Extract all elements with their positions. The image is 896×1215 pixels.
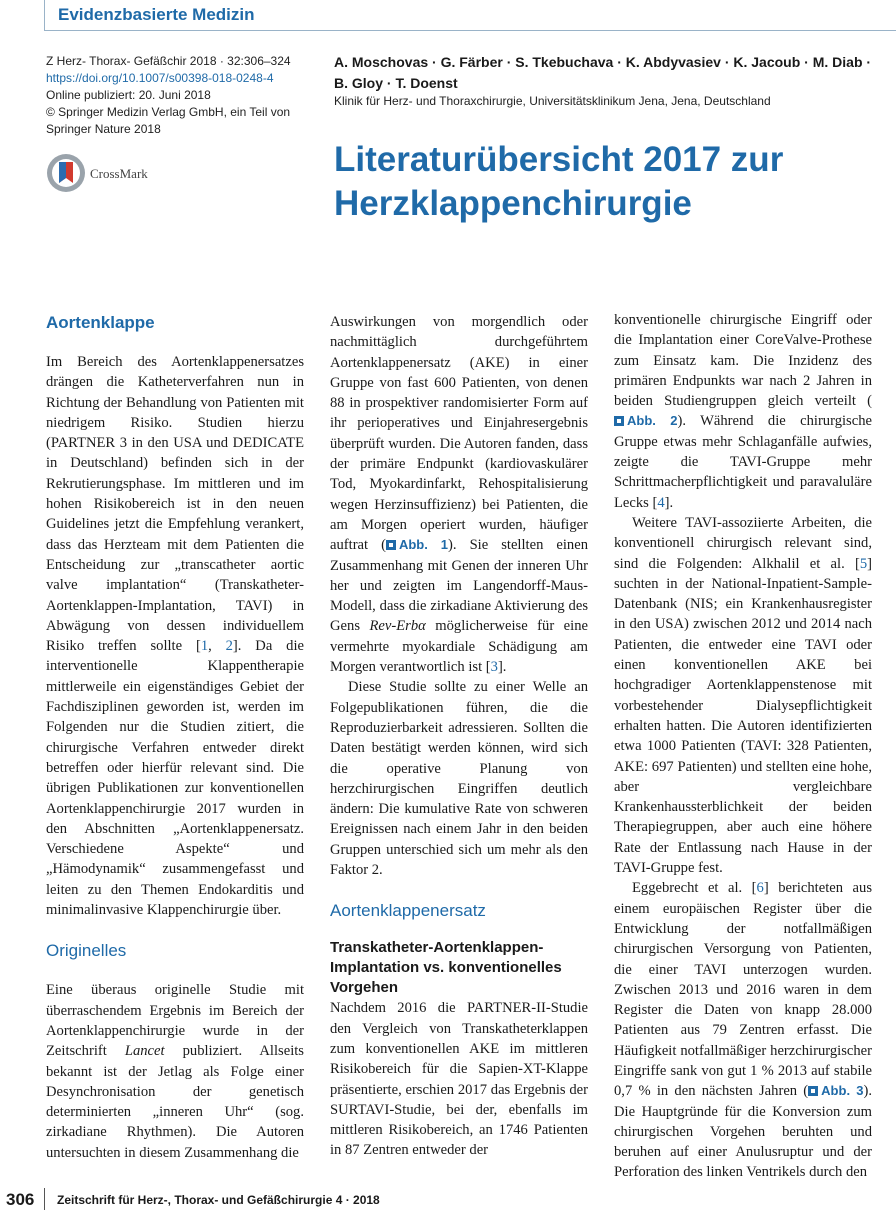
copyright-line-2: Springer Nature 2018 bbox=[46, 122, 161, 136]
text-run: ]. Da die interventionelle Klappentherapie mittlerweile ein eigenständiges Gebiet der Fachdisziplinen geworden ist, werden im Folgenden nur die Studien zitiert, die chirurgische Verfahren entweder direkt betreffen oder hierfür relevant sind. Die übrigen Publikationen zur konventionellen Aortenklappenchirurgie 2017 wurden in den Abschnitten „Aortenklappenersatz. Verschiedene Aspekte“ und „Hämodynamik“ zusammengefasst und leiten zu den Themen Endokarditis und minimalinvasive Klappenchirurgie über. bbox=[46, 638, 304, 919]
text-run: möglicherweise für eine vermehrte myokardiale Schädigung am Morgen verantwortlich ist [ bbox=[330, 618, 588, 676]
citation-ref-3[interactable]: 3 bbox=[490, 659, 498, 676]
journal-name: Lancet bbox=[124, 1043, 165, 1060]
crossmark-label: CrossMark bbox=[90, 166, 148, 181]
citation-ref-6[interactable]: 6 bbox=[756, 880, 764, 897]
author-list: A. Moschovas · G. Färber · S. Tkebuchava · K. Abdyvasiev · K. Jacoub · M. Diab · B. Gloy · T. Doenst bbox=[334, 54, 872, 91]
figure-link-icon bbox=[386, 540, 396, 550]
citation-ref-1[interactable]: 1 bbox=[200, 638, 209, 655]
paragraph bbox=[614, 878, 872, 1182]
affiliation: Klinik für Herz- und Thoraxchirurgie, Universitätsklinikum Jena, Jena, Deutschland bbox=[334, 94, 771, 108]
paragraph bbox=[46, 352, 304, 920]
text-column-3 bbox=[614, 310, 872, 1183]
text-run: ). Die Hauptgründe für die Konversion zum chirurgischen Vorgehen beruhten und beruhen auf einer Anulusruptur und der Perforation des linken Ventrikels durch den bbox=[614, 1083, 872, 1181]
section-label: Evidenzbasierte Medizin bbox=[58, 5, 255, 24]
heading-aortenklappe: Aortenklappe bbox=[46, 313, 155, 332]
text-run: Weitere TAVI-assoziierte Arbeiten, die konventionell chirurgisch relevant sind, sind die Folgenden: Alkhalil et al. [ bbox=[614, 514, 872, 572]
doi-link[interactable]: https://doi.org/10.1007/s00398-018-0248-4 bbox=[46, 71, 274, 85]
section-header bbox=[44, 0, 896, 31]
figure-ref-label: Abb. 1 bbox=[398, 537, 449, 553]
article-meta bbox=[46, 53, 316, 138]
text-run: ] berichteten aus einem europäischen Register über die Entwicklung der notfallmäßigen chirurgischen Versorgung von Patienten, die einer TAVI unterzogen wurden. Zwischen 2013 und 2016 waren in dem Register die Daten von knapp 28.000 Patienten aus 79 Zentren erfasst. Die Häufigkeit notfallmäßiger herzchirurgischer Eingriffe sank von gut 1 % 2013 auf stabile 0,7 % in den nächsten Jahren ( bbox=[614, 880, 872, 1100]
text-run: , bbox=[208, 638, 226, 655]
paragraph bbox=[614, 310, 872, 513]
article-title: Literaturübersicht 2017 zur Herzklappenchirurgie bbox=[334, 140, 784, 223]
citation-ref-4[interactable]: 4 bbox=[657, 494, 665, 511]
text-run: ). Sie stellten einen Zusammenhang mit Genen der inneren Uhr her und zeigten im Langendorff-Maus-Modell, dass die zirkadiane Aktivierung des Gens bbox=[330, 537, 588, 635]
text-column-1 bbox=[46, 312, 304, 1163]
paragraph bbox=[614, 513, 872, 878]
citation-ref-5[interactable]: 5 bbox=[859, 555, 868, 572]
citation: Z Herz- Thorax- Gefäßchir 2018 · 32:306–324 bbox=[46, 54, 291, 68]
page-footer bbox=[0, 1188, 896, 1212]
text-run: ]. bbox=[664, 494, 674, 511]
gene-name: Rev-Erbα bbox=[369, 618, 426, 635]
text-column-2 bbox=[330, 312, 588, 1161]
text-run: Eggebrecht et al. [ bbox=[632, 880, 757, 897]
text-run: Auswirkungen von morgendlich oder nachmittäglich durchgeführtem Aortenklappenersatz (AKE) in einer Gruppe von fast 600 Patienten, von denen 88 in prospektiver randomisierter Form auf ihr perioperatives und Einjahresergebnis überprüft wurden. Die Autoren fanden, dass der primäre Endpunkt (kardiovaskulärer Tod, Myokardinfarkt, Rehospitalisierung wegen Herzinsuffizienz) bei Patienten, die am Morgen operiert wurden, häufiger auftrat ( bbox=[330, 314, 588, 554]
paragraph bbox=[46, 980, 304, 1163]
text-run: ). Während die chirurgische Gruppe etwas mehr Schlaganfälle aufwies, zeigte die TAVI-Gruppe mehr Schrittmacherpflichtigkeit und paravaluläre Lecks [ bbox=[614, 413, 872, 511]
copyright-line-1: © Springer Medizin Verlag GmbH, ein Teil von bbox=[46, 105, 291, 119]
figure-ref-3[interactable] bbox=[808, 1083, 863, 1098]
crossmark-badge[interactable] bbox=[46, 153, 166, 195]
citation-ref-2[interactable]: 2 bbox=[225, 638, 233, 655]
figure-link-icon bbox=[808, 1086, 818, 1096]
text-run: konventionelle chirurgische Eingriff oder die Implantation einer CoreValve-Prothese zum Einsatz kam. Die Inzidenz des primären Endpunkts war nach 2 Jahren in beiden Studiengruppen gleich verteilt ( bbox=[614, 312, 872, 410]
figure-ref-1[interactable] bbox=[386, 537, 448, 552]
text-run: publiziert. Allseits bekannt ist der Jetlag als Folge einer Desynchronisation der genetisch determinierten „inneren Uhr“ (sog. zirkadiane Rhythmen). Die Autoren untersuchten in diesem Zusammenhang die bbox=[46, 1043, 304, 1161]
page-number: 306 bbox=[6, 1190, 35, 1209]
crossmark-icon bbox=[46, 153, 86, 193]
figure-link-icon bbox=[614, 416, 624, 426]
figure-ref-2[interactable] bbox=[614, 413, 677, 428]
journal-name-footer: Zeitschrift für Herz-, Thorax- und Gefäßchirurgie 4 · 2018 bbox=[57, 1193, 380, 1207]
paragraph bbox=[330, 312, 588, 677]
subheading-tavi-vs-conventional: Transkatheter-Aortenklappen-Implantation vs. konventionelles Vorgehen bbox=[330, 939, 562, 997]
footer-divider bbox=[44, 1188, 45, 1210]
text-run: ] suchten in der National-Inpatient-Sample-Datenbank (NIS; ein Krankenhausregister in den USA) zwischen 2012 und 2014 nach Patienten, die entweder eine TAVI oder einen konventionellen AKE bei hochgradiger Aortenklappenstenose mit vorbestehender Dialysepflichtigkeit erhalten hatten. Die Autoren identifizierten etwa 1000 Patienten (TAVI: 328 Patienten, AKE: 697 Patienten) und stellten eine hohe, aber vergleichbare Krankenhaussterblichkeit der beiden Therapiegruppen, aber auch eine höhere Rate der Entlassung nach Hause in der TAVI-Gruppe fest. bbox=[614, 555, 872, 877]
figure-ref-label: Abb. 2 bbox=[627, 413, 678, 429]
text-run: Im Bereich des Aortenklappenersatzes drängen die Katheterverfahren nun in Richtung der Behandlung von Patienten mit niedrigem Risiko. Studien hierzu (PARTNER 3 in den USA und DEDICATE in Deutschland) befinden sich in der Rekrutierungsphase. Im mittleren und im hohen Risikobereich ist in den neuen Guidelines jetzt die Empfehlung verankert, dass das Herzteam mit dem Patienten die Entscheidung zur „transcatheter aortic valve implantation“ (Transkatheter-Aortenklappen-Implantation, TAVI) in Abwägung von dessen individuellem Risiko treffen sollte [ bbox=[46, 354, 304, 655]
published-date: Online publiziert: 20. Juni 2018 bbox=[46, 88, 211, 102]
paragraph: Nachdem 2016 die PARTNER-II-Studie den Vergleich von Transkatheterklappen zum konventionellen AKE im mittleren Risikobereich für die Sapien-XT-Klappe präsentierte, erschien 2017 das Ergebnis der SURTAVI-Studie, bei der, ebenfalls im mittleren Risikobereich, an 1746 Patienten in 87 Zentren entweder der bbox=[330, 1000, 588, 1159]
paragraph: Diese Studie sollte zu einer Welle an Folgepublikationen führen, die die Reproduzierbarkeit adressieren. Sollten die Daten bestätigt werden können, wird sich die operative Planung von herzchirurgischen Eingriffen deutlich ändern: Die kumulative Rate von schweren Ereignissen nach einem Jahr in den beiden Gruppen unterschied sich um mehr als den Faktor 2. bbox=[330, 679, 588, 879]
text-run: ]. bbox=[497, 659, 507, 676]
heading-originelles: Originelles bbox=[46, 941, 127, 961]
text-run: Eine überaus originelle Studie mit überraschendem Ergebnis im Bereich der Aortenklappenchirurgie wurde in der Zeitschrift bbox=[46, 982, 304, 1060]
figure-ref-label: Abb. 3 bbox=[821, 1083, 864, 1099]
heading-aortenklappenersatz: Aortenklappenersatz bbox=[330, 901, 486, 921]
